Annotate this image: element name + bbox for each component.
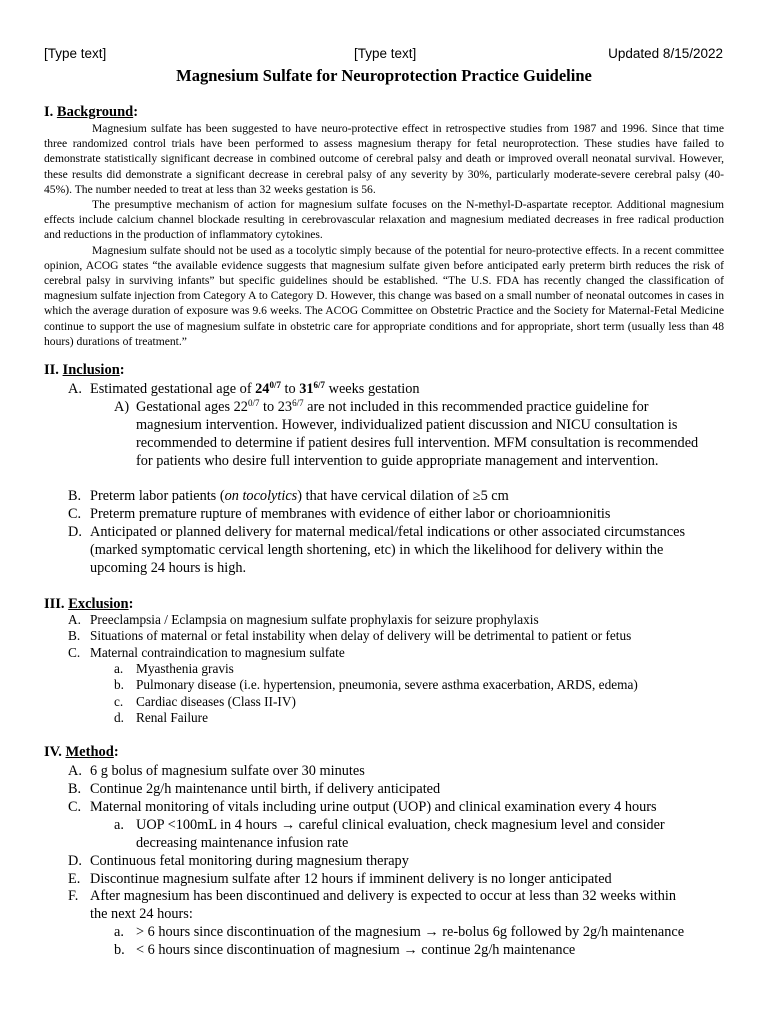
list-item	[68, 523, 718, 577]
list-item-text: Preeclampsia / Eclampsia on magnesium sulfate prophylaxis for seizure prophylaxis	[90, 612, 539, 627]
list-item-text: 6 g bolus of magnesium sulfate over 30 minutes	[90, 763, 365, 779]
section-title: Exclusion	[68, 596, 129, 612]
list-marker: B.	[68, 781, 82, 797]
section-colon: :	[119, 362, 125, 378]
section-colon: :	[133, 104, 139, 120]
list-marker: a.	[114, 661, 124, 676]
list-item-text: UOP <100mL in 4 hours → careful clinical evaluation, check magnesium level and consider	[136, 817, 665, 833]
document-title: Magnesium Sulfate for Neuroprotection Practice Guideline	[176, 66, 592, 85]
background-body	[44, 121, 724, 349]
background-paragraph: Magnesium sulfate should not be used as a tocolytic simply because of the potential for neuro-protective effects. In a recent committee opinion, ACOG states “the available evidence suggests that magnesium sulfate given before anticipated early preterm birth reduces the risk of cerebral palsy in surviving infants” but specific guidelines should be established. “The U.S. FDA has recently changed the classification of magnesium sulfate injection from Category A to Category D. However, this change was based on a small number of neonatal outcomes in cases in which the average duration of exposure was 9.6 weeks. The ACOG Committee on Obstetric Practice and the Society for Maternal-Fetal Medicine continue to support the use of magnesium sulfate in obstetric care for appropriate conditions and for appropriate, short term (usually less than 48 hours) durations of treatment.”	[44, 243, 724, 348]
background-paragraph: Magnesium sulfate has been suggested to have neuro-protective effect in retrospective studies from 1987 and 1996. Since that time three randomized control trials have been performed to assess magnesium therapy for fetal neuroprotection. These studies have failed to demonstrate statistically significant decrease in combined outcome of cerebral palsy and death or improved overall neonatal survival. However, these results did demonstrate a significant decrease in cerebral palsy of any severity by 30%, particularly moderate-severe cerebral palsy (40-45%). The number needed to treat at less than 32 weeks gestation is 56.	[44, 122, 724, 196]
list-item-text: Estimated gestational age of $24^{0/7}$ to $31^{6/7}$ weeks gestation	[90, 380, 420, 397]
list-marker: F.	[68, 888, 79, 904]
background-paragraph: The presumptive mechanism of action for magnesium sulfate focuses on the N-methyl-D-aspartate receptor. Additional magnesium effects include calcium channel blockade resulting in cerebrovascular relaxation and magnesium mediated decreases in free radical production and reductions in the production of inflammatory cytokines.	[44, 198, 724, 242]
list-item-text: Situations of maternal or fetal instability when delay of delivery will be detrimental to patient or fetus	[90, 628, 632, 643]
section-heading-method	[44, 744, 119, 761]
section-number: II.	[44, 362, 59, 378]
list-item-text: < 6 hours since discontinuation of magnesium → continue 2g/h maintenance	[136, 942, 576, 958]
list-marker: a.	[114, 924, 124, 940]
list-marker: B.	[68, 628, 81, 643]
list-marker: C.	[68, 506, 82, 522]
list-item-text: Pulmonary disease (i.e. hypertension, pneumonia, severe asthma exacerbation, ARDS, edema)	[136, 677, 638, 692]
list-marker: d.	[114, 710, 124, 725]
arrow-icon: →	[280, 817, 296, 833]
list-item-text: Renal Failure	[136, 710, 209, 725]
list-item-text: Maternal monitoring of vitals including urine output (UOP) and clinical examination every 4 hours	[90, 799, 657, 815]
section-title: Background	[56, 104, 134, 120]
list-item-text: Discontinue magnesium sulfate after 12 hours if imminent delivery is no longer anticipated	[90, 871, 612, 887]
section-colon: :	[128, 596, 134, 612]
header-updated-date: Updated 8/15/2022	[608, 46, 723, 61]
section-number: III.	[44, 596, 65, 612]
list-marker: b.	[114, 677, 124, 692]
list-marker: D.	[68, 853, 82, 869]
list-marker: b.	[114, 942, 125, 958]
list-item-text: Preterm labor patients (on tocolytics) that have cervical dilation of ≥5 cm	[90, 488, 509, 504]
list-item-text: Maternal contraindication to magnesium sulfate	[90, 645, 345, 660]
section-heading-exclusion	[44, 596, 133, 613]
section-title: Method	[65, 744, 114, 760]
list-marker: B.	[68, 488, 82, 504]
section-heading-inclusion	[44, 362, 125, 379]
list-item-text: After magnesium has been discontinued and delivery is expected to occur at less than 32 weeks within	[90, 888, 677, 904]
page-header	[0, 46, 768, 64]
list-item-text: Continue 2g/h maintenance until birth, if delivery anticipated	[90, 781, 441, 797]
list-item-text: Continuous fetal monitoring during magnesium therapy	[90, 853, 409, 869]
list-marker: A.	[68, 381, 82, 397]
section-number: I.	[44, 104, 54, 120]
section-title: Inclusion	[62, 362, 120, 378]
list-item-text: Preterm premature rupture of membranes with evidence of either labor or chorioamnionitis	[90, 506, 611, 522]
list-marker: C.	[68, 799, 82, 815]
list-marker: A)	[114, 399, 130, 415]
list-marker: A.	[68, 763, 82, 779]
list-marker: C.	[68, 645, 81, 660]
list-subitem	[114, 398, 716, 470]
list-marker: A.	[68, 612, 81, 627]
list-item-text: Myasthenia gravis	[136, 661, 234, 676]
list-item-continuation: the next 24 hours:	[90, 906, 193, 922]
list-item-text: Cardiac diseases (Class II-IV)	[136, 694, 296, 709]
list-marker: c.	[114, 694, 124, 709]
section-colon: :	[113, 744, 119, 760]
arrow-icon: →	[403, 942, 418, 958]
list-item-text: Anticipated or planned delivery for maternal medical/fetal indications or other associated circumstances (marked symptomatic cervical length shortening, etc) in which the likelihood for delivery within the upcoming 24 hours is high.	[90, 524, 686, 576]
list-item-text: > 6 hours since discontinuation of the magnesium → re-bolus 6g followed by 2g/h maintenance	[136, 924, 685, 940]
list-marker: E.	[68, 871, 81, 887]
list-item-continuation: decreasing maintenance infusion rate	[136, 835, 349, 851]
arrow-icon: →	[424, 924, 439, 940]
list-item-text: Gestational ages $22^{0/7}$ to $23^{6/7}$ are not included in this recommended practice guideline for magnesium intervention. However, individualized patient discussion and NICU consultation is recommended to determine if patient desires full intervention. MFM consultation is recommended for patients who desire full intervention to guide appropriate management and intervention.	[136, 398, 699, 469]
list-marker: a.	[114, 817, 124, 833]
section-number: IV.	[44, 744, 62, 760]
list-marker: D.	[68, 524, 82, 540]
header-left-text: [Type text]	[44, 46, 107, 61]
section-heading-background	[44, 104, 138, 121]
header-center-text: [Type text]	[354, 46, 417, 61]
